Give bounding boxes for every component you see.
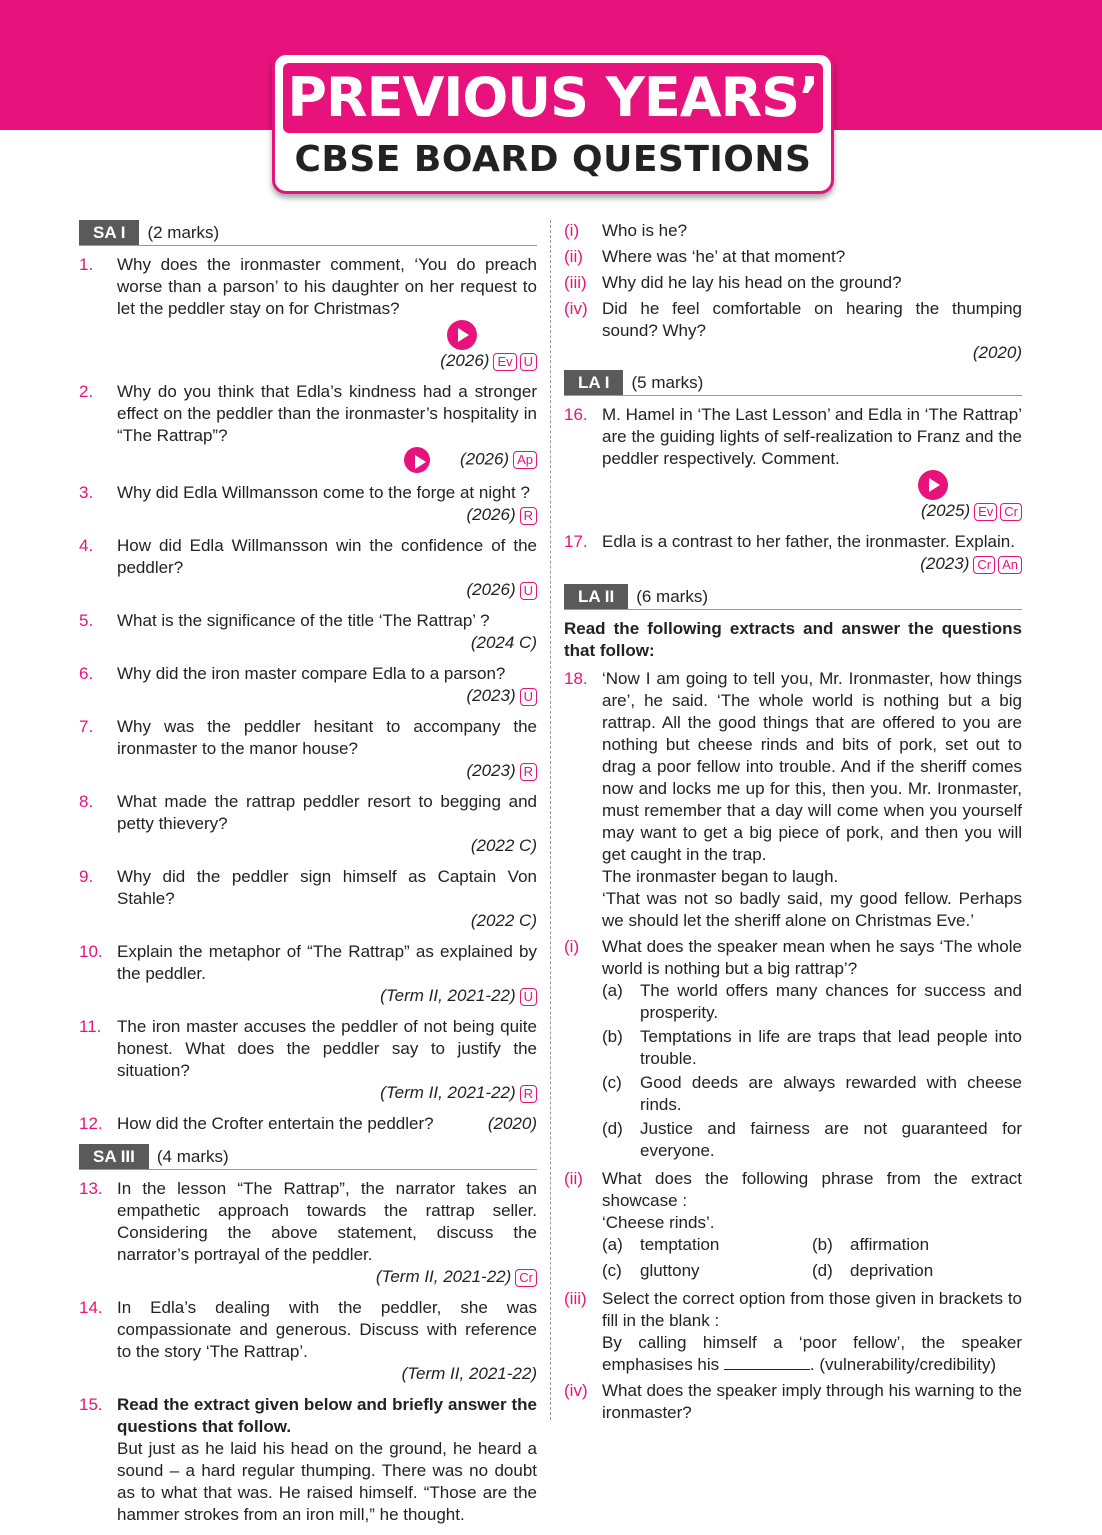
question-text: Why did the peddler sign himself as Captain Von Stahle?: [117, 867, 537, 908]
question-5: [79, 610, 537, 654]
option[interactable]: [602, 1234, 812, 1256]
question-text: In the lesson “The Rattrap”, the narrator takes an empathetic approach towards the rattrap seller. Considering the above statement, discuss the narrator’s portrayal of the peddler.: [117, 1179, 537, 1264]
part-number: (iv): [564, 1381, 588, 1400]
question-12: [79, 1113, 537, 1135]
part-number: (ii): [564, 1169, 583, 1188]
option[interactable]: [602, 1026, 1022, 1070]
question-7: [79, 716, 537, 782]
section-sa3: [79, 1144, 537, 1170]
la2-intro: Read the following extracts and answer the questions that follow:: [564, 619, 1022, 660]
fill-blank-text: By calling himself a ‘poor fellow’, the speaker emphasises his: [602, 1333, 1022, 1374]
question-number: 10.: [79, 942, 103, 961]
year-ref: (Term II, 2021-22): [380, 986, 516, 1005]
phrase: ‘Cheese rinds’.: [602, 1213, 715, 1232]
title-line1: PREVIOUS YEARS’: [283, 63, 823, 133]
section-marks: (4 marks): [156, 1146, 229, 1166]
question-9: [79, 866, 537, 932]
question-text: What is the significance of the title ‘The Rattrap’ ?: [117, 611, 490, 630]
video-play-icon[interactable]: [447, 320, 477, 350]
extract-text: But just as he laid his head on the ground, he heard a sound – a hard regular thumping. There was no doubt as to what that was. He raised himself. “Those are the hammer strokes from an iron mill,” he thought.: [117, 1439, 537, 1524]
question-number: 7.: [79, 717, 94, 736]
section-tag: LA II: [564, 584, 628, 609]
option-text: Temptations in life are traps that lead people into trouble.: [640, 1027, 1022, 1068]
question-10: [79, 941, 537, 1007]
question-text: Why was the peddler hesitant to accompany the ironmaster to the manor house?: [117, 717, 537, 758]
option[interactable]: [602, 1072, 1022, 1116]
skill-tag: U: [520, 353, 537, 371]
title-line2: CBSE BOARD QUESTIONS: [294, 139, 812, 180]
part-text: What does the speaker imply through his warning to the ironmaster?: [602, 1381, 1022, 1422]
skill-tag: Cr: [1000, 503, 1022, 521]
year-ref: (Term II, 2021-22): [401, 1364, 537, 1383]
option-text: temptation: [640, 1235, 720, 1254]
question-number: 15.: [79, 1395, 103, 1414]
question-text: Why did Edla Willmansson come to the forge at night ?: [117, 483, 530, 502]
year-ref: (2024 C): [470, 633, 537, 652]
question-text: Edla is a contrast to her father, the ironmaster. Explain.: [602, 532, 1015, 551]
section-tag: SA III: [79, 1144, 149, 1169]
question-3: [79, 482, 537, 526]
option-letter: (c): [602, 1073, 622, 1092]
section-la2: [564, 584, 1022, 610]
question-11: [79, 1016, 537, 1104]
fill-blank-options: . (vulnerability/credibility): [809, 1355, 997, 1374]
part-number: (ii): [564, 247, 583, 266]
option[interactable]: [602, 980, 1022, 1024]
year-ref: (2025): [920, 501, 971, 520]
question-number: 17.: [564, 532, 588, 551]
part-number: (iii): [564, 273, 587, 292]
question-number: 12.: [79, 1114, 103, 1133]
question-number: 4.: [79, 536, 94, 555]
year-ref: (2026): [459, 449, 510, 469]
section-sa1: [79, 220, 537, 246]
part-text: Who is he?: [602, 221, 688, 240]
question-text: How did Edla Willmansson win the confidence of the peddler?: [117, 536, 537, 577]
question-number: 14.: [79, 1298, 103, 1317]
year-ref: (2026): [466, 505, 516, 524]
video-play-icon[interactable]: [404, 447, 430, 473]
year-ref: (2022 C): [470, 911, 537, 930]
skill-tag: An: [998, 556, 1022, 574]
part-text: Select the correct option from those given in brackets to fill in the blank :: [602, 1289, 1022, 1330]
question-text: Read the extract given below and briefly answer the questions that follow.: [117, 1395, 537, 1436]
option-letter: (a): [602, 1235, 623, 1254]
question-number: 9.: [79, 867, 94, 886]
option[interactable]: [812, 1260, 1022, 1282]
year-ref: (Term II, 2021-22): [380, 1083, 516, 1102]
question-15: [79, 1394, 537, 1526]
section-marks: (5 marks): [631, 372, 704, 392]
part-number: (iv): [564, 299, 588, 318]
question-4: [79, 535, 537, 601]
year-ref: (2020): [487, 1114, 537, 1133]
question-1: [79, 254, 537, 372]
skill-tag: U: [520, 582, 537, 600]
part-text: Did he feel comfortable on hearing the thumping sound? Why?: [602, 299, 1022, 340]
question-14: [79, 1297, 537, 1385]
q15-part-iii: [564, 272, 1022, 294]
question-text: What made the rattrap peddler resort to begging and petty thievery?: [117, 792, 537, 833]
question-text: Why did the iron master compare Edla to a parson?: [117, 664, 506, 683]
year-ref: (2023): [920, 554, 970, 573]
question-text: Why do you think that Edla’s kindness had a stronger effect on the peddler than the ironmaster’s hospitality in “The Rattrap”?: [117, 382, 537, 445]
question-8: [79, 791, 537, 857]
question-text: How did the Crofter entertain the peddler?: [117, 1114, 434, 1133]
extract-paragraph: ‘Now I am going to tell you, Mr. Ironmaster, how things are’, he said. ‘The whole world is nothing but a big rattrap. All the good things that are offered to you are nothing but cheese rinds and bits of pork, set out to drag a poor fellow into trouble. And if the sheriff comes now and locks me up for this, then you. Mr. Ironmaster, must remember that a day will come when you yourself may want to get a big piece of pork, and then you will get caught in the trap.: [602, 669, 1022, 864]
left-column: [79, 220, 537, 1535]
option-text: gluttony: [640, 1261, 700, 1280]
question-text: Explain the metaphor of “The Rattrap” as explained by the peddler.: [117, 942, 537, 983]
q18-part-i: [564, 936, 1022, 1164]
option-letter: (b): [812, 1235, 833, 1254]
option-letter: (a): [602, 981, 623, 1000]
question-17: [564, 531, 1022, 575]
option-letter: (b): [602, 1027, 623, 1046]
right-column: [564, 220, 1022, 1428]
blank-line[interactable]: [724, 1369, 810, 1370]
question-number: 18.: [564, 669, 588, 688]
option-text: Justice and fairness are not guaranteed for everyone.: [640, 1119, 1022, 1160]
year-ref: (2023): [466, 686, 516, 705]
part-text: Why did he lay his head on the ground?: [602, 273, 902, 292]
question-6: [79, 663, 537, 707]
question-number: 5.: [79, 611, 94, 630]
question-number: 2.: [79, 382, 94, 401]
question-text: In Edla’s dealing with the peddler, she was compassionate and generous. Discuss with reference to the story ‘The Rattrap’.: [117, 1298, 537, 1361]
question-2: [79, 381, 537, 473]
q15-part-i: [564, 220, 1022, 242]
skill-tag: R: [520, 763, 537, 781]
q18-part-iv: [564, 1380, 1022, 1424]
option-text: The world offers many chances for success and prosperity.: [640, 981, 1022, 1022]
year-ref: (2026): [440, 351, 490, 370]
skill-tag: Ev: [493, 353, 516, 371]
option[interactable]: [602, 1260, 812, 1282]
section-marks: (6 marks): [636, 586, 708, 606]
skill-tag: R: [520, 1085, 537, 1103]
q15-part-iv: [564, 298, 1022, 364]
year-ref: (2020): [972, 343, 1022, 362]
skill-tag: Cr: [973, 556, 995, 574]
q18-part-ii: [564, 1168, 1022, 1284]
year-ref: (2026): [466, 580, 516, 599]
skill-tag: Ev: [974, 503, 997, 521]
part-text: What does the following phrase from the extract showcase :: [602, 1169, 1022, 1210]
question-text: M. Hamel in ‘The Last Lesson’ and Edla in ‘The Rattrap’ are the guiding lights of self-realization to Franz and the peddler respectively. Comment.: [602, 405, 1022, 468]
year-ref: (Term II, 2021-22): [375, 1267, 512, 1286]
question-text: The iron master accuses the peddler of not being quite honest. What does the peddler say to justify the situation?: [117, 1017, 537, 1080]
option[interactable]: [812, 1234, 1022, 1256]
question-number: 13.: [79, 1179, 103, 1198]
question-number: 3.: [79, 483, 94, 502]
question-number: 16.: [564, 405, 588, 424]
title-box: [272, 52, 834, 194]
question-number: 1.: [79, 255, 94, 274]
skill-tag: Ap: [513, 451, 537, 469]
question-text: Why does the ironmaster comment, ‘You do preach worse than a parson’ to his daughter on her request to let the peddler stay on for Christmas?: [117, 255, 537, 318]
question-16: [564, 404, 1022, 522]
option-letter: (c): [602, 1261, 622, 1280]
section-tag: LA I: [564, 370, 623, 395]
question-number: 6.: [79, 664, 94, 683]
year-ref: (2023): [466, 761, 516, 780]
skill-tag: Cr: [515, 1269, 537, 1287]
part-text: What does the speaker mean when he says ‘The whole world is nothing but a big rattrap’?: [602, 937, 1022, 978]
year-ref: (2022 C): [470, 836, 537, 855]
video-play-icon[interactable]: [918, 470, 948, 500]
part-number: (i): [564, 221, 580, 240]
question-number: 11.: [79, 1017, 102, 1036]
section-tag: SA I: [79, 220, 139, 245]
q15-part-ii: [564, 246, 1022, 268]
question-13: [79, 1178, 537, 1288]
option-letter: (d): [602, 1119, 623, 1138]
skill-tag: U: [520, 988, 537, 1006]
skill-tag: U: [520, 688, 537, 706]
option-text: deprivation: [850, 1261, 934, 1280]
question-number: 8.: [79, 792, 94, 811]
option-text: Good deeds are always rewarded with cheese rinds.: [640, 1073, 1022, 1114]
q18-part-iii: [564, 1288, 1022, 1376]
question-18: [564, 668, 1022, 932]
option[interactable]: [602, 1118, 1022, 1162]
part-text: Where was ‘he’ at that moment?: [602, 247, 846, 266]
part-number: (iii): [564, 1289, 587, 1308]
column-divider: [550, 220, 551, 1420]
part-number: (i): [564, 937, 580, 956]
extract-paragraph: ‘That was not so badly said, my good fellow. Perhaps we should let the sheriff alone on Christmas Eve.’: [602, 889, 1022, 930]
option-text: affirmation: [850, 1235, 930, 1254]
skill-tag: R: [520, 507, 537, 525]
section-marks: (2 marks): [147, 222, 220, 242]
section-la1: [564, 370, 1022, 396]
extract-paragraph: The ironmaster began to laugh.: [602, 867, 839, 886]
option-letter: (d): [812, 1261, 833, 1280]
